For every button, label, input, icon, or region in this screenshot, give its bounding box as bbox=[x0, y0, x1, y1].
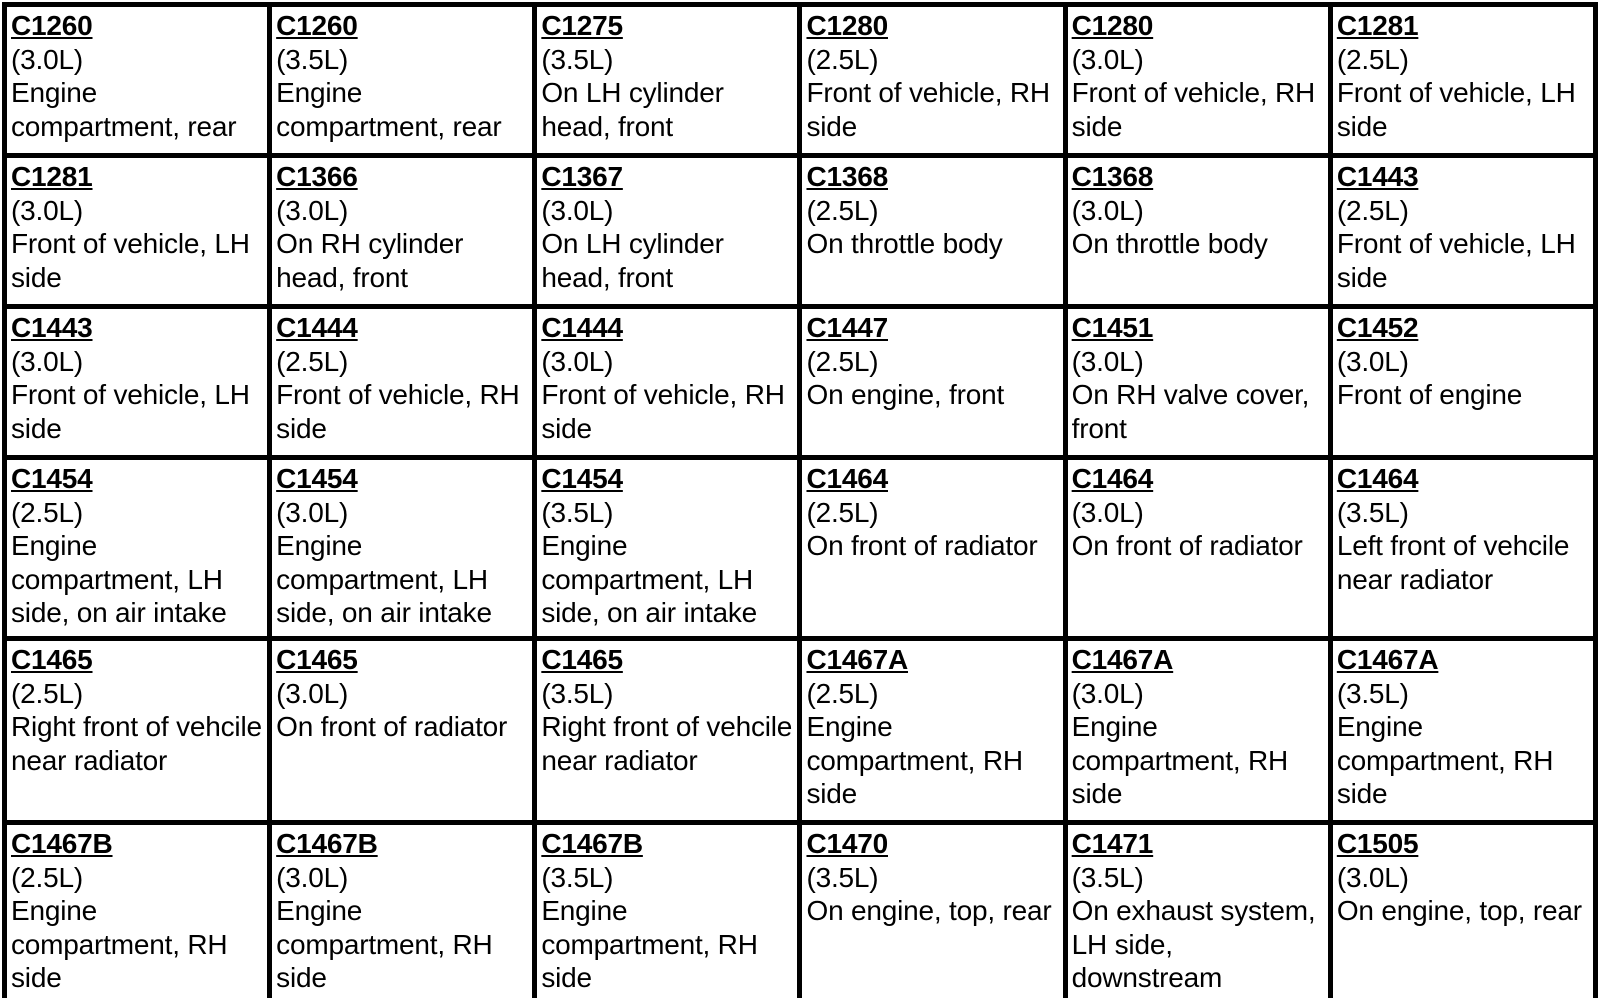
connector-location: Front of vehicle, LH side bbox=[11, 228, 250, 293]
engine-size: (2.5L) bbox=[11, 677, 83, 709]
engine-size: (3.0L) bbox=[11, 345, 83, 377]
engine-size: (2.5L) bbox=[806, 677, 879, 709]
table-cell bbox=[802, 309, 1062, 455]
engine-size: (3.0L) bbox=[276, 194, 349, 226]
table-cell bbox=[7, 641, 267, 820]
connector-code: C1467B bbox=[541, 828, 643, 859]
connector-location: Engine compartment, RH side bbox=[1336, 711, 1554, 809]
connector-code: C1368 bbox=[806, 161, 888, 192]
table-cell bbox=[7, 460, 267, 636]
connector-code: C1471 bbox=[1071, 828, 1154, 859]
engine-size: (3.0L) bbox=[276, 677, 349, 709]
table-cell bbox=[1068, 641, 1328, 820]
connector-code: C1470 bbox=[806, 828, 888, 859]
connector-code: C1451 bbox=[1071, 312, 1154, 343]
connector-code: C1275 bbox=[541, 10, 623, 41]
engine-size: (3.5L) bbox=[541, 43, 614, 75]
engine-size: (2.5L) bbox=[1336, 43, 1409, 75]
connector-location: Engine compartment, rear bbox=[276, 77, 502, 142]
connector-location: Right front of vehcile near radiator bbox=[541, 711, 793, 776]
table-cell bbox=[802, 641, 1062, 820]
connector-location: On RH cylinder head, front bbox=[276, 228, 464, 293]
engine-size: (3.0L) bbox=[1336, 861, 1409, 893]
connector-location: On front of radiator bbox=[1071, 530, 1303, 561]
connector-location: Engine compartment, RH side bbox=[1071, 711, 1289, 809]
engine-size: (3.0L) bbox=[11, 43, 83, 75]
engine-size: (2.5L) bbox=[11, 496, 83, 528]
table-cell bbox=[7, 7, 267, 153]
table-cell bbox=[1333, 825, 1593, 1004]
connector-code: C1467B bbox=[11, 828, 113, 859]
engine-size: (3.5L) bbox=[541, 861, 614, 893]
engine-size: (2.5L) bbox=[806, 43, 879, 75]
engine-size: (3.5L) bbox=[1071, 861, 1144, 893]
connector-code: C1467A bbox=[1071, 644, 1174, 675]
table-cell bbox=[272, 158, 532, 304]
connector-code: C1444 bbox=[276, 312, 358, 343]
connector-code: C1443 bbox=[11, 312, 93, 343]
table-cell bbox=[272, 7, 532, 153]
connector-code: C1452 bbox=[1336, 312, 1419, 343]
connector-location: Front of vehicle, RH side bbox=[276, 379, 520, 444]
table-cell bbox=[802, 7, 1062, 153]
connector-location: Left front of vehcile near radiator bbox=[1336, 530, 1570, 595]
connector-location: Front of engine bbox=[1336, 379, 1523, 410]
connector-location: Engine compartment, LH side, on air intake bbox=[276, 530, 492, 628]
table-cell bbox=[1333, 641, 1593, 820]
engine-size: (3.0L) bbox=[541, 345, 614, 377]
engine-size: (2.5L) bbox=[1336, 194, 1409, 226]
connector-code: C1467B bbox=[276, 828, 378, 859]
connector-location: Engine compartment, rear bbox=[11, 77, 237, 142]
table-cell bbox=[272, 460, 532, 636]
connector-location: On throttle body bbox=[806, 228, 1003, 259]
connector-code: C1467A bbox=[806, 644, 909, 675]
connector-code: C1366 bbox=[276, 161, 358, 192]
connector-location: Front of vehicle, LH side bbox=[11, 379, 250, 444]
connector-location-table bbox=[2, 2, 1598, 998]
engine-size: (3.0L) bbox=[1336, 345, 1409, 377]
connector-code: C1454 bbox=[11, 463, 93, 494]
table-cell bbox=[1333, 7, 1593, 153]
table-cell bbox=[802, 158, 1062, 304]
connector-code: C1447 bbox=[806, 312, 888, 343]
table-cell bbox=[1068, 7, 1328, 153]
engine-size: (3.5L) bbox=[541, 677, 614, 709]
connector-location: Engine compartment, RH side bbox=[276, 895, 493, 993]
engine-size: (2.5L) bbox=[806, 496, 879, 528]
connector-code: C1260 bbox=[276, 10, 358, 41]
table-cell bbox=[272, 641, 532, 820]
connector-location: On engine, top, rear bbox=[1336, 895, 1582, 926]
engine-size: (3.0L) bbox=[1071, 496, 1144, 528]
table-cell bbox=[272, 309, 532, 455]
connector-location: On engine, top, rear bbox=[806, 895, 1052, 926]
connector-code: C1465 bbox=[541, 644, 623, 675]
connector-location: On LH cylinder head, front bbox=[541, 228, 724, 293]
connector-code: C1281 bbox=[1336, 10, 1419, 41]
connector-code: C1464 bbox=[1336, 463, 1419, 494]
engine-size: (3.0L) bbox=[1071, 43, 1144, 75]
connector-code: C1443 bbox=[1336, 161, 1419, 192]
connector-location: On throttle body bbox=[1071, 228, 1268, 259]
connector-location: Engine compartment, LH side, on air intake bbox=[11, 530, 227, 628]
connector-location: On exhaust system, LH side, downstream bbox=[1071, 895, 1316, 993]
engine-size: (2.5L) bbox=[806, 194, 879, 226]
connector-location: Engine compartment, RH side bbox=[806, 711, 1023, 809]
connector-code: C1464 bbox=[1071, 463, 1154, 494]
table-cell bbox=[1068, 309, 1328, 455]
connector-code: C1465 bbox=[11, 644, 93, 675]
engine-size: (3.0L) bbox=[11, 194, 83, 226]
connector-location: Engine compartment, RH side bbox=[11, 895, 228, 993]
engine-size: (3.0L) bbox=[276, 496, 349, 528]
engine-size: (3.5L) bbox=[806, 861, 879, 893]
connector-code: C1454 bbox=[541, 463, 623, 494]
table-cell bbox=[802, 460, 1062, 636]
table-cell bbox=[1068, 158, 1328, 304]
connector-location: Front of vehicle, LH side bbox=[1336, 77, 1576, 142]
table-cell bbox=[802, 825, 1062, 1004]
connector-code: C1464 bbox=[806, 463, 888, 494]
table-cell bbox=[537, 825, 797, 1004]
engine-size: (3.0L) bbox=[276, 861, 349, 893]
engine-size: (2.5L) bbox=[11, 861, 83, 893]
table-cell bbox=[1068, 460, 1328, 636]
connector-code: C1454 bbox=[276, 463, 358, 494]
table-cell bbox=[537, 460, 797, 636]
table-cell bbox=[537, 7, 797, 153]
connector-location: Front of vehicle, RH side bbox=[541, 379, 785, 444]
engine-size: (3.5L) bbox=[1336, 496, 1409, 528]
connector-location: Front of vehicle, RH side bbox=[806, 77, 1050, 142]
connector-code: C1280 bbox=[1071, 10, 1154, 41]
connector-location: On RH valve cover, front bbox=[1071, 379, 1310, 444]
engine-size: (3.5L) bbox=[276, 43, 349, 75]
connector-location: On LH cylinder head, front bbox=[541, 77, 724, 142]
connector-code: C1280 bbox=[806, 10, 888, 41]
table-cell bbox=[1333, 309, 1593, 455]
connector-location: Right front of vehcile near radiator bbox=[11, 711, 262, 776]
table-cell bbox=[1068, 825, 1328, 1004]
engine-size: (3.0L) bbox=[1071, 677, 1144, 709]
engine-size: (3.0L) bbox=[1071, 194, 1144, 226]
connector-code: C1281 bbox=[11, 161, 93, 192]
connector-code: C1505 bbox=[1336, 828, 1419, 859]
engine-size: (2.5L) bbox=[276, 345, 349, 377]
engine-size: (2.5L) bbox=[806, 345, 879, 377]
connector-location: Front of vehicle, LH side bbox=[1336, 228, 1576, 293]
connector-code: C1368 bbox=[1071, 161, 1154, 192]
connector-location: Engine compartment, LH side, on air intake bbox=[541, 530, 757, 628]
connector-location: Front of vehicle, RH side bbox=[1071, 77, 1316, 142]
table-cell bbox=[537, 641, 797, 820]
engine-size: (3.0L) bbox=[541, 194, 614, 226]
connector-location: On engine, front bbox=[806, 379, 1005, 410]
table-cell bbox=[1333, 460, 1593, 636]
connector-location: On front of radiator bbox=[806, 530, 1038, 561]
table-cell bbox=[7, 825, 267, 1004]
engine-size: (3.5L) bbox=[1336, 677, 1409, 709]
connector-code: C1444 bbox=[541, 312, 623, 343]
connector-location: On front of radiator bbox=[276, 711, 508, 742]
connector-code: C1465 bbox=[276, 644, 358, 675]
table-cell bbox=[537, 309, 797, 455]
connector-code: C1260 bbox=[11, 10, 93, 41]
table-cell bbox=[537, 158, 797, 304]
connector-location: Engine compartment, RH side bbox=[541, 895, 758, 993]
engine-size: (3.5L) bbox=[541, 496, 614, 528]
table-cell bbox=[272, 825, 532, 1004]
connector-code: C1367 bbox=[541, 161, 623, 192]
table-cell bbox=[1333, 158, 1593, 304]
table-cell bbox=[7, 158, 267, 304]
connector-code: C1467A bbox=[1336, 644, 1439, 675]
table-cell bbox=[7, 309, 267, 455]
engine-size: (3.0L) bbox=[1071, 345, 1144, 377]
